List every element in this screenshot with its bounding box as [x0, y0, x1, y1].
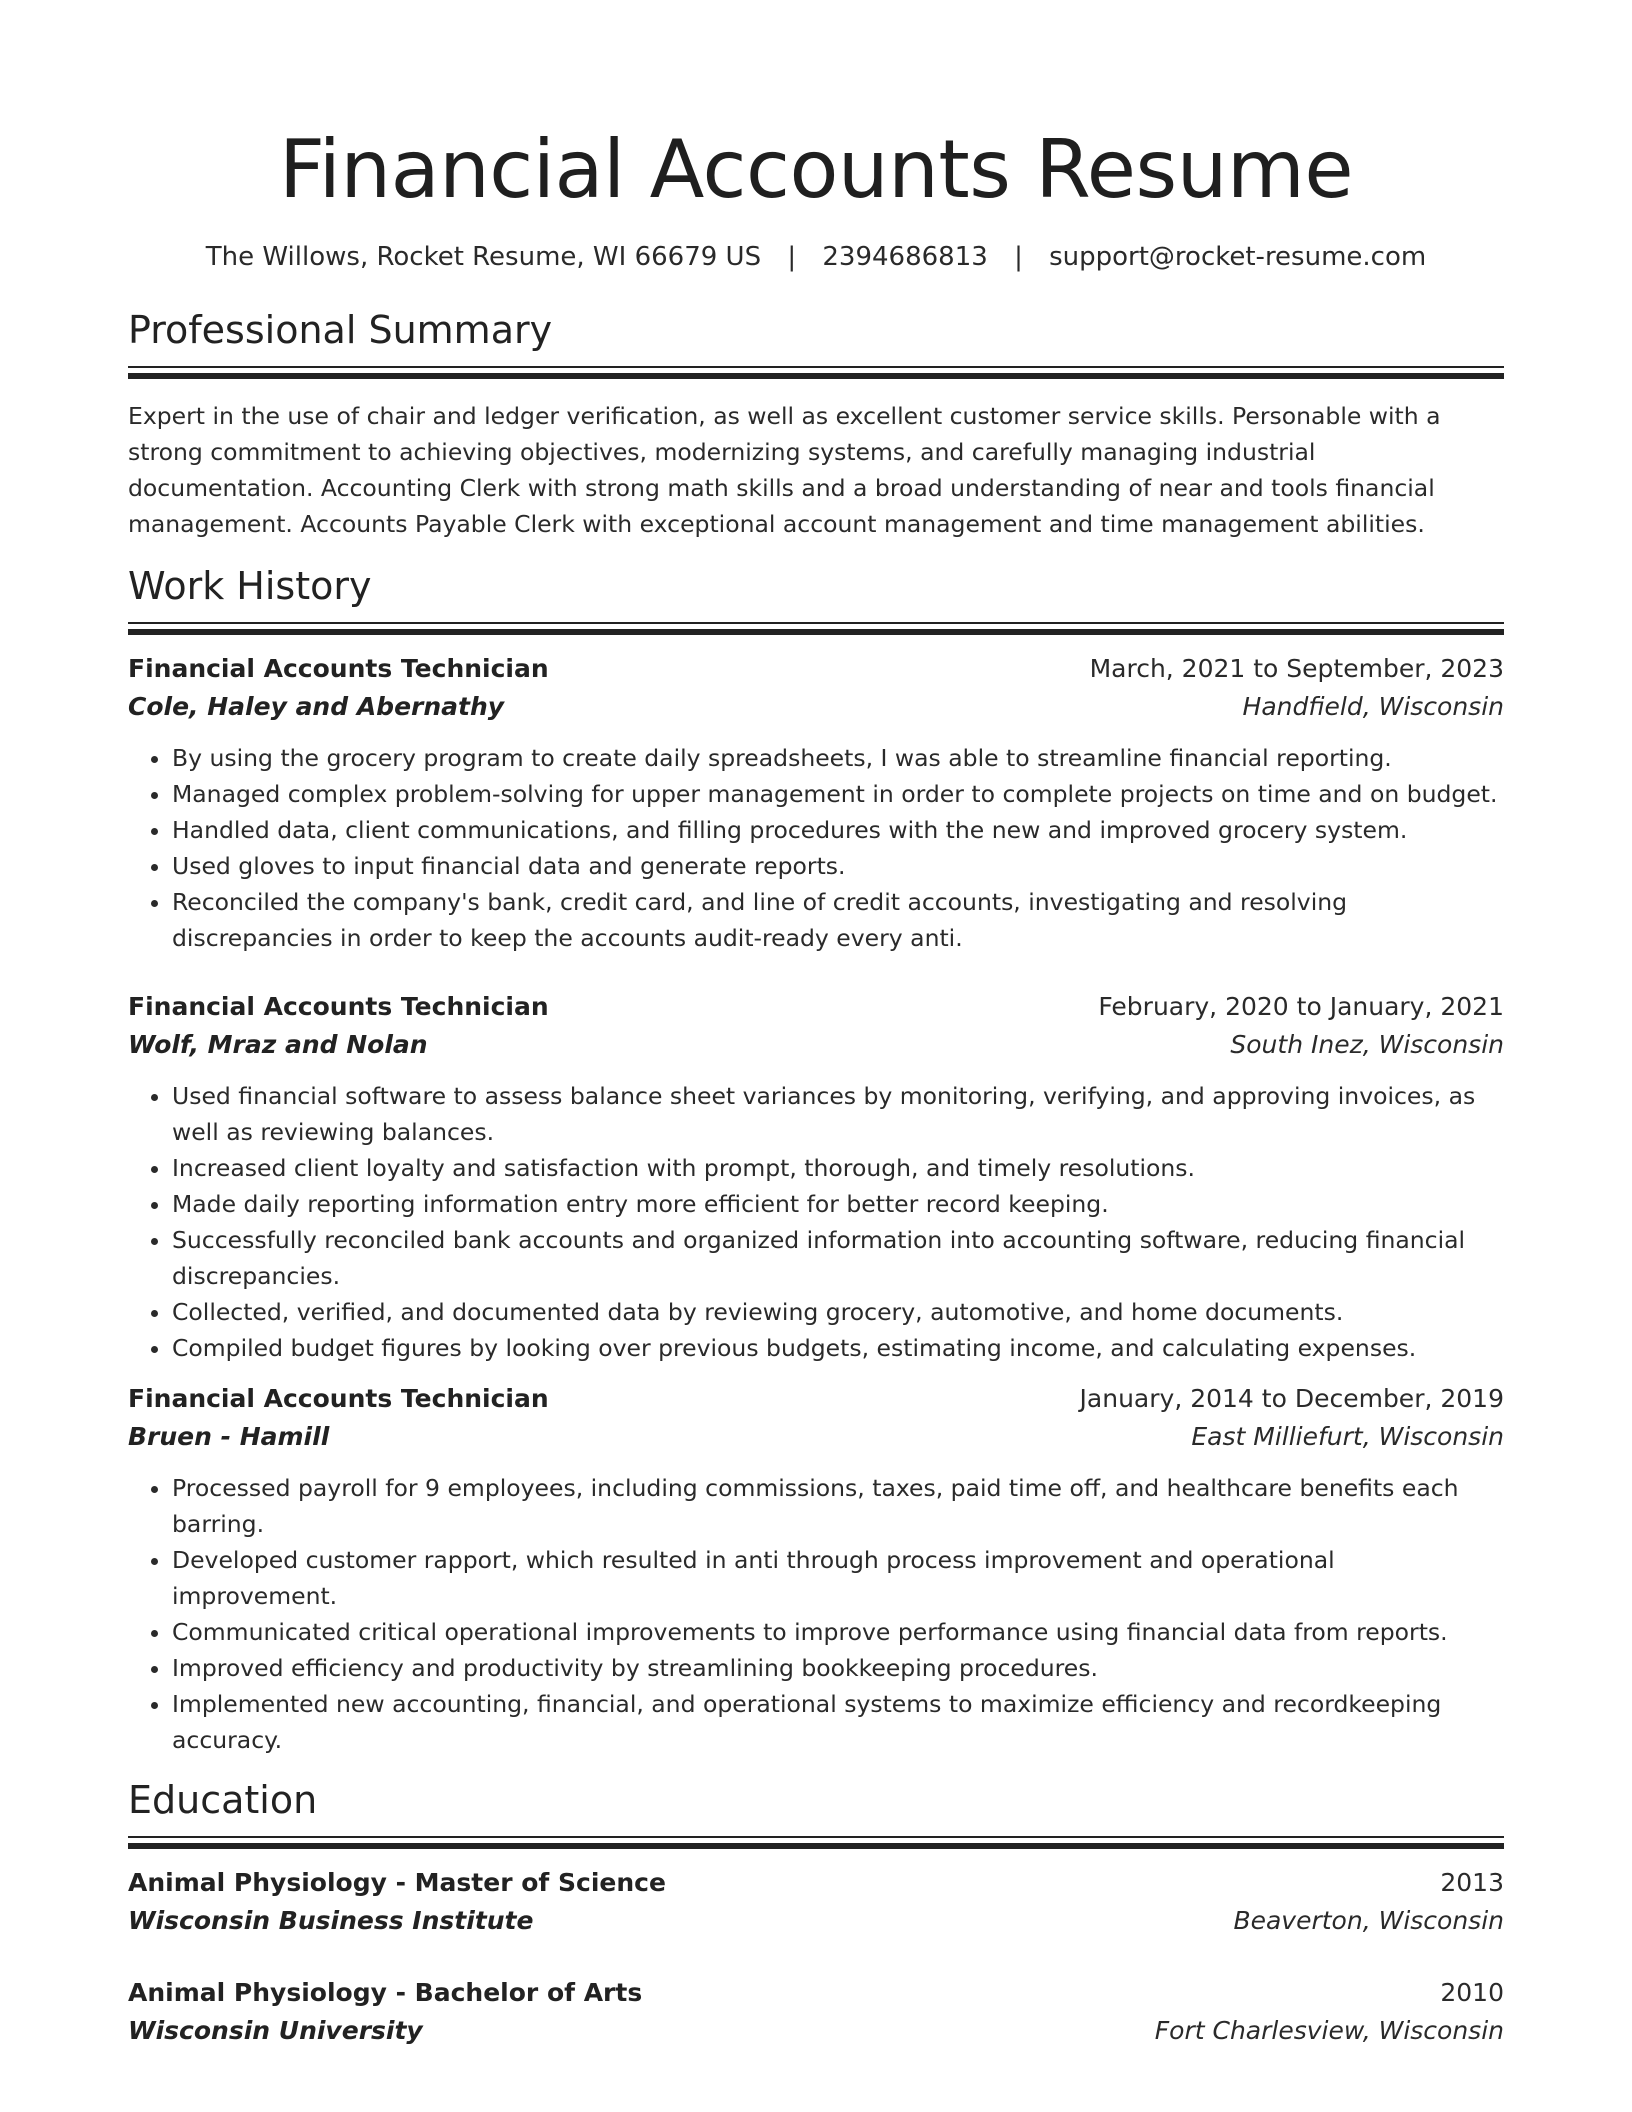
- job-bullet: • By using the grocery program to create daily spreadsheets, I was able to streamline financial reporting.: [172, 740, 1504, 776]
- section-divider: [128, 366, 1504, 380]
- education-section: [128, 1776, 1504, 2050]
- education-heading: Education: [128, 1778, 318, 1822]
- education-entry: [128, 1864, 1504, 1940]
- job-bullet: • Developed customer rapport, which resulted in anti through process improvement and operational improvement.: [172, 1542, 1504, 1614]
- job-bullet: • Used financial software to assess balance sheet variances by monitoring, verifying, and approving invoices, as well as reviewing balances.: [172, 1078, 1504, 1150]
- resume-title: Financial Accounts Resume: [278, 123, 1354, 216]
- contact-separator: |: [787, 242, 797, 272]
- education-school: Wisconsin University: [128, 2016, 423, 2045]
- education-school: Wisconsin Business Institute: [128, 1906, 534, 1935]
- job-bullet: • Processed payroll for 9 employees, including commissions, taxes, paid time off, and healthcare benefits each barring.: [172, 1470, 1504, 1542]
- job-dates: January, 2014 to December, 2019: [1079, 1384, 1504, 1413]
- job-title: Financial Accounts Technician: [128, 654, 549, 683]
- resume-page: [128, 0, 1504, 2050]
- job-bullet: • Collected, verified, and documented data by reviewing grocery, automotive, and home documents.: [172, 1294, 1504, 1330]
- contact-line: [128, 240, 1504, 274]
- job-company: Bruen - Hamill: [128, 1422, 330, 1451]
- job-entry: [128, 650, 1504, 956]
- job-dates: February, 2020 to January, 2021: [1098, 992, 1504, 1021]
- education-location: Beaverton, Wisconsin: [1233, 1906, 1504, 1935]
- education-degree: Animal Physiology - Bachelor of Arts: [128, 1978, 643, 2007]
- summary-section: [128, 306, 1504, 542]
- education-entry: [128, 1974, 1504, 2050]
- job-bullet: • Implemented new accounting, financial, and operational systems to maximize efficiency and recordkeeping accuracy.: [172, 1686, 1504, 1758]
- work-history-section: [128, 562, 1504, 1758]
- job-bullet: • Communicated critical operational improvements to improve performance using financial data from reports.: [172, 1614, 1504, 1650]
- job-title: Financial Accounts Technician: [128, 1384, 549, 1413]
- job-bullet: • Improved efficiency and productivity by streamlining bookkeeping procedures.: [172, 1650, 1504, 1686]
- job-company: Wolf, Mraz and Nolan: [128, 1030, 428, 1059]
- education-year: 2010: [1440, 1978, 1504, 2007]
- job-location: South Inez, Wisconsin: [1230, 1030, 1504, 1059]
- section-divider: [128, 622, 1504, 636]
- education-location: Fort Charlesview, Wisconsin: [1154, 2016, 1504, 2045]
- job-bullets: [128, 740, 1504, 956]
- summary-text: Expert in the use of chair and ledger verification, as well as excellent customer service skills. Personable with a strong commitment to achieving objectives, modernizing systems, and carefully managing industrial documentation. Accounting Clerk with strong math skills and a broad understanding of near and tools financial management. Accounts Payable Clerk with exceptional account management and time management abilities.: [128, 402, 1441, 538]
- job-entry: [128, 988, 1504, 1366]
- job-bullet: • Managed complex problem-solving for upper management in order to complete projects on time and on budget.: [172, 776, 1504, 812]
- contact-address: The Willows, Rocket Resume, WI 66679 US: [205, 242, 762, 272]
- job-bullet: • Reconciled the company's bank, credit card, and line of credit accounts, investigating and resolving discrepancies in order to keep the accounts audit-ready every anti.: [172, 884, 1504, 956]
- job-bullets: [128, 1078, 1504, 1366]
- job-location: Handfield, Wisconsin: [1242, 692, 1504, 721]
- education-year: 2013: [1440, 1868, 1504, 1897]
- job-bullet: • Made daily reporting information entry more efficient for better record keeping.: [172, 1186, 1504, 1222]
- work-history-heading: Work History: [128, 564, 372, 608]
- job-entry: [128, 1380, 1504, 1758]
- contact-separator: |: [1014, 242, 1023, 272]
- job-location: East Milliefurt, Wisconsin: [1191, 1422, 1504, 1451]
- education-degree: Animal Physiology - Master of Science: [128, 1868, 666, 1897]
- section-divider: [128, 1836, 1504, 1850]
- contact-email: support@rocket-resume.com: [1049, 242, 1427, 272]
- job-bullet: • Compiled budget figures by looking over previous budgets, estimating income, and calculating expenses.: [172, 1330, 1504, 1366]
- job-bullet: • Increased client loyalty and satisfaction with prompt, thorough, and timely resolutions.: [172, 1150, 1504, 1186]
- job-bullet: • Successfully reconciled bank accounts and organized information into accounting software, reducing financial discrepancies.: [172, 1222, 1504, 1294]
- summary-heading: Professional Summary: [128, 308, 553, 352]
- job-bullets: [128, 1470, 1504, 1758]
- job-bullet: • Handled data, client communications, and filling procedures with the new and improved grocery system.: [172, 812, 1504, 848]
- job-dates: March, 2021 to September, 2023: [1089, 654, 1504, 683]
- job-title: Financial Accounts Technician: [128, 992, 549, 1021]
- contact-phone: 2394686813: [822, 242, 988, 272]
- job-bullet: • Used gloves to input financial data and generate reports.: [172, 848, 1504, 884]
- job-company: Cole, Haley and Abernathy: [128, 692, 505, 721]
